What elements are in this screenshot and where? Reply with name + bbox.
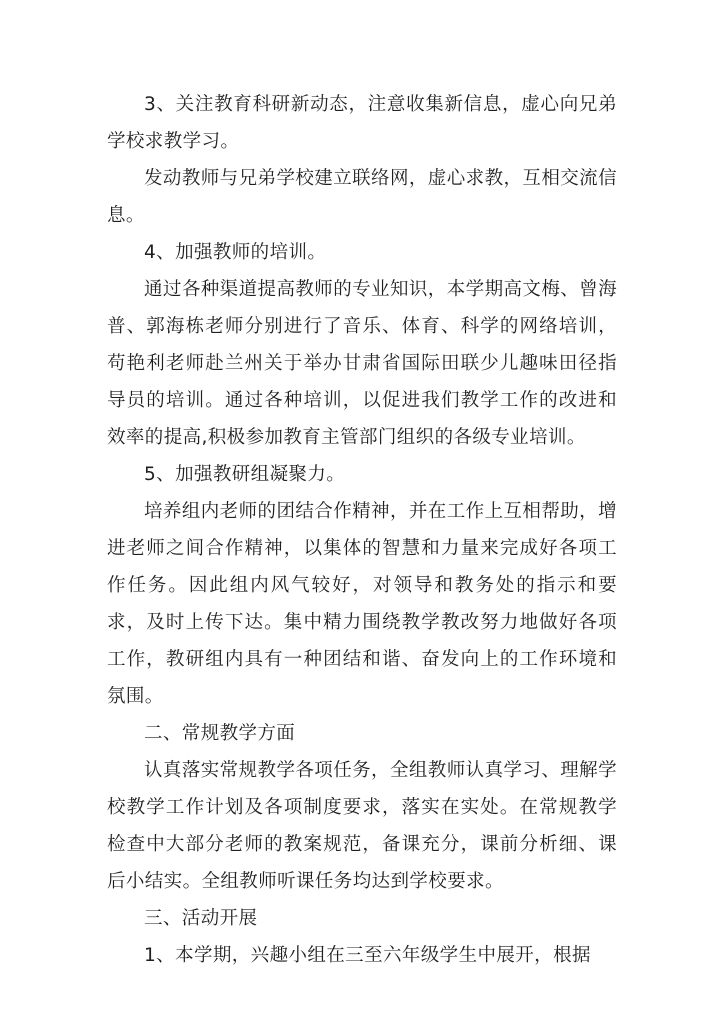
paragraph-teacher-training: 通过各种渠道提高教师的专业知识，本学期高文梅、曾海普、郭海栋老师分别进行了音乐、体育、科学的网络培训，苟艳利老师赴兰州关于举办甘肃省国际田联少儿趣味田径指导员的培训。通过各种培训，以促进我们教学工作的改进和效率的提高,积极参加教育主管部门组织的各级专业培训。: [107, 279, 617, 448]
heading-teacher-training: 4、加强教师的培训。: [144, 242, 327, 263]
paragraph-group-cohesion: 培养组内老师的团结合作精神，并在工作上互相帮助，增进老师之间合作精神，以集体的智慧和力量来完成好各项工作任务。因此组内风气较好，对领导和教务处的指示和要求，及时上传下达。集中精力围绕教学教改努力地做好各项工作，教研组内具有一种团结和谐、奋发向上的工作环境和氛围。: [107, 501, 617, 707]
paragraph-activities: 1、本学期，兴趣小组在三至六年级学生中展开，根据: [144, 945, 591, 966]
heading-group-cohesion: 5、加强教研组凝聚力。: [144, 464, 346, 485]
document-body: [107, 86, 617, 974]
heading-routine-teaching: 二、常规教学方面: [144, 723, 296, 744]
paragraph-research-trends: 3、关注教育科研新动态，注意收集新信息，虚心向兄弟学校求教学习。: [107, 94, 617, 152]
paragraph-contact-network: 发动教师与兄弟学校建立联络网，虚心求教，互相交流信息。: [107, 168, 617, 226]
paragraph-routine-teaching: 认真落实常规教学各项任务，全组教师认真学习、理解学校教学工作计划及各项制度要求，落实在实处。在常规教学检查中大部分老师的教案规范，备课充分，课前分析细、课后小结实。全组教师听课任务均达到学校要求。: [107, 760, 617, 892]
heading-activities: 三、活动开展: [144, 908, 258, 929]
